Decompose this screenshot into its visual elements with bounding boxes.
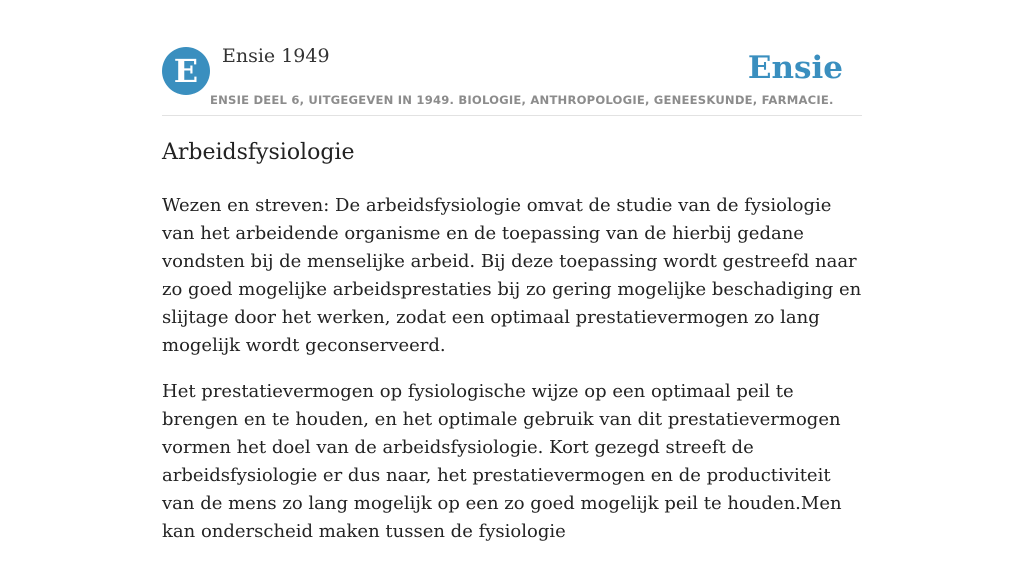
- article-body: [162, 192, 862, 564]
- site-header: [162, 0, 862, 116]
- logo-icon[interactable]: E: [162, 47, 210, 95]
- site-title-link[interactable]: Ensie 1949: [222, 45, 330, 67]
- volume-subtitle: ENSIE DEEL 6, UITGEGEVEN IN 1949. BIOLOGIE, ANTHROPOLOGIE, GENEESKUNDE, FARMACIE.: [210, 93, 834, 107]
- article-paragraph: Wezen en streven: De arbeidsfysiologie omvat de studie van de fysiologie van het arbeidende organisme en de toepassing van de hierbij gedane vondsten bij de menselijke arbeid. Bij deze toepassing wordt gestreefd naar zo goed mogelijke arbeidsprestaties bij zo gering mogelijke beschadiging en slijtage door het werken, zodat een optimaal prestatievermogen zo lang mogelijk wordt geconserveerd.: [162, 195, 862, 356]
- article-paragraph: Het prestatievermogen op fysiologische wijze op een optimaal peil te brengen en te houden, en het optimale gebruik van dit prestatievermogen vormen het doel van de arbeidsfysiologie. Kort gezegd streeft de arbeidsfysiologie er dus naar, het prestatievermogen en de productiviteit van de mens zo lang mogelijk op een zo goed mogelijk peil te houden.Men kan onderscheid maken tussen de fysiologie: [162, 381, 842, 542]
- brand-logo-link[interactable]: Ensie: [747, 50, 843, 86]
- article-title: Arbeidsfysiologie: [162, 140, 355, 165]
